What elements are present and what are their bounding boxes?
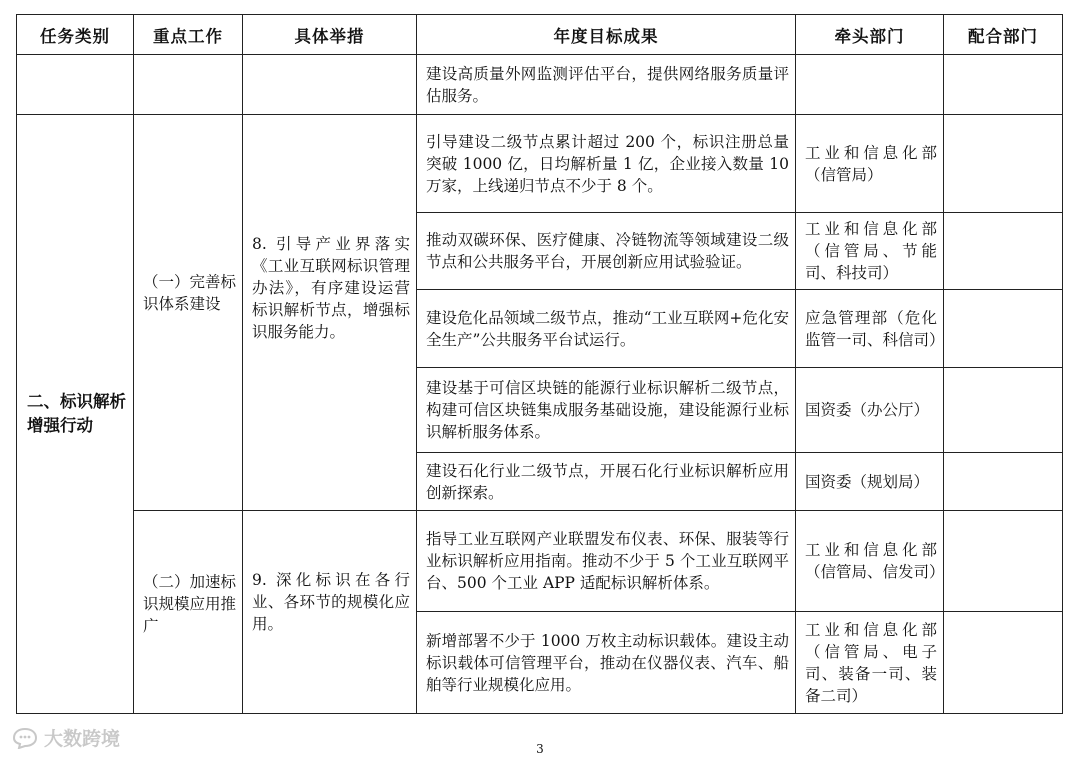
key-work-cell-empty bbox=[134, 55, 243, 115]
assist-cell bbox=[944, 115, 1063, 213]
lead-cell: 国资委（办公厅） bbox=[796, 368, 944, 453]
table-row bbox=[17, 115, 1063, 213]
header-annual-goals: 年度目标成果 bbox=[417, 15, 796, 55]
lead-cell: 工业和信息化部（信管局） bbox=[796, 115, 944, 213]
category-cell: 二、标识解析增强行动 bbox=[17, 115, 134, 714]
goal-cell: 新增部署不少于 1000 万枚主动标识载体。建设主动标识载体可信管理平台，推动在仪器仪表、汽车、船舶等行业规模化应用。 bbox=[417, 612, 796, 714]
header-specific-measures: 具体举措 bbox=[243, 15, 417, 55]
goal-cell: 指导工业互联网产业联盟发布仪表、环保、服装等行业标识解析应用指南。推动不少于 5 个工业互联网平台、500 个工业 APP 适配标识解析体系。 bbox=[417, 511, 796, 612]
key-work-cell: （二）加速标识规模应用推广 bbox=[134, 511, 243, 714]
goal-cell: 建设基于可信区块链的能源行业标识解析二级节点，构建可信区块链集成服务基础设施，建设能源行业标识解析服务体系。 bbox=[417, 368, 796, 453]
lead-cell: 应急管理部（危化监管一司、科信司） bbox=[796, 290, 944, 368]
lead-cell: 工业和信息化部（信管局、信发司） bbox=[796, 511, 944, 612]
assist-cell bbox=[944, 453, 1063, 511]
assist-cell bbox=[944, 290, 1063, 368]
table-header-row bbox=[17, 15, 1063, 55]
goal-cell: 建设危化品领域二级节点，推动“工业互联网+危化安全生产”公共服务平台试运行。 bbox=[417, 290, 796, 368]
assist-cell bbox=[944, 213, 1063, 290]
header-key-work: 重点工作 bbox=[134, 15, 243, 55]
assist-cell bbox=[944, 368, 1063, 453]
measure-cell-empty bbox=[243, 55, 417, 115]
lead-cell: 国资委（规划局） bbox=[796, 453, 944, 511]
page-number: 3 bbox=[536, 742, 544, 756]
header-task-category: 任务类别 bbox=[17, 15, 134, 55]
action-plan-table bbox=[16, 14, 1063, 714]
measure-cell: 8. 引导产业界落实《工业互联网标识管理办法》，有序建设运营标识解析节点，增强标识服务能力。 bbox=[243, 115, 417, 511]
goal-cell: 引导建设二级节点累计超过 200 个，标识注册总量突破 1000 亿，日均解析量 1 亿，企业接入数量 10 万家，上线递归节点不少于 8 个。 bbox=[417, 115, 796, 213]
goal-cell: 推动双碳环保、医疗健康、冷链物流等领域建设二级节点和公共服务平台，开展创新应用试验验证。 bbox=[417, 213, 796, 290]
lead-cell bbox=[796, 55, 944, 115]
category-cell-empty bbox=[17, 55, 134, 115]
watermark-text: 大数跨境 bbox=[44, 728, 121, 750]
assist-cell bbox=[944, 612, 1063, 714]
assist-cell bbox=[944, 511, 1063, 612]
table-row bbox=[17, 511, 1063, 612]
header-cooperating-department: 配合部门 bbox=[944, 15, 1063, 55]
goal-cell: 建设高质量外网监测评估平台，提供网络服务质量评估服务。 bbox=[417, 55, 796, 115]
header-lead-department: 牵头部门 bbox=[796, 15, 944, 55]
key-work-cell: （一）完善标识体系建设 bbox=[134, 115, 243, 511]
lead-cell: 工业和信息化部（信管局、节能司、科技司） bbox=[796, 213, 944, 290]
goal-cell: 建设石化行业二级节点，开展石化行业标识解析应用创新探索。 bbox=[417, 453, 796, 511]
assist-cell bbox=[944, 55, 1063, 115]
table-row bbox=[17, 55, 1063, 115]
lead-cell: 工业和信息化部（信管局、电子司、装备一司、装备二司） bbox=[796, 612, 944, 714]
measure-cell: 9. 深化标识在各行业、各环节的规模化应用。 bbox=[243, 511, 417, 714]
